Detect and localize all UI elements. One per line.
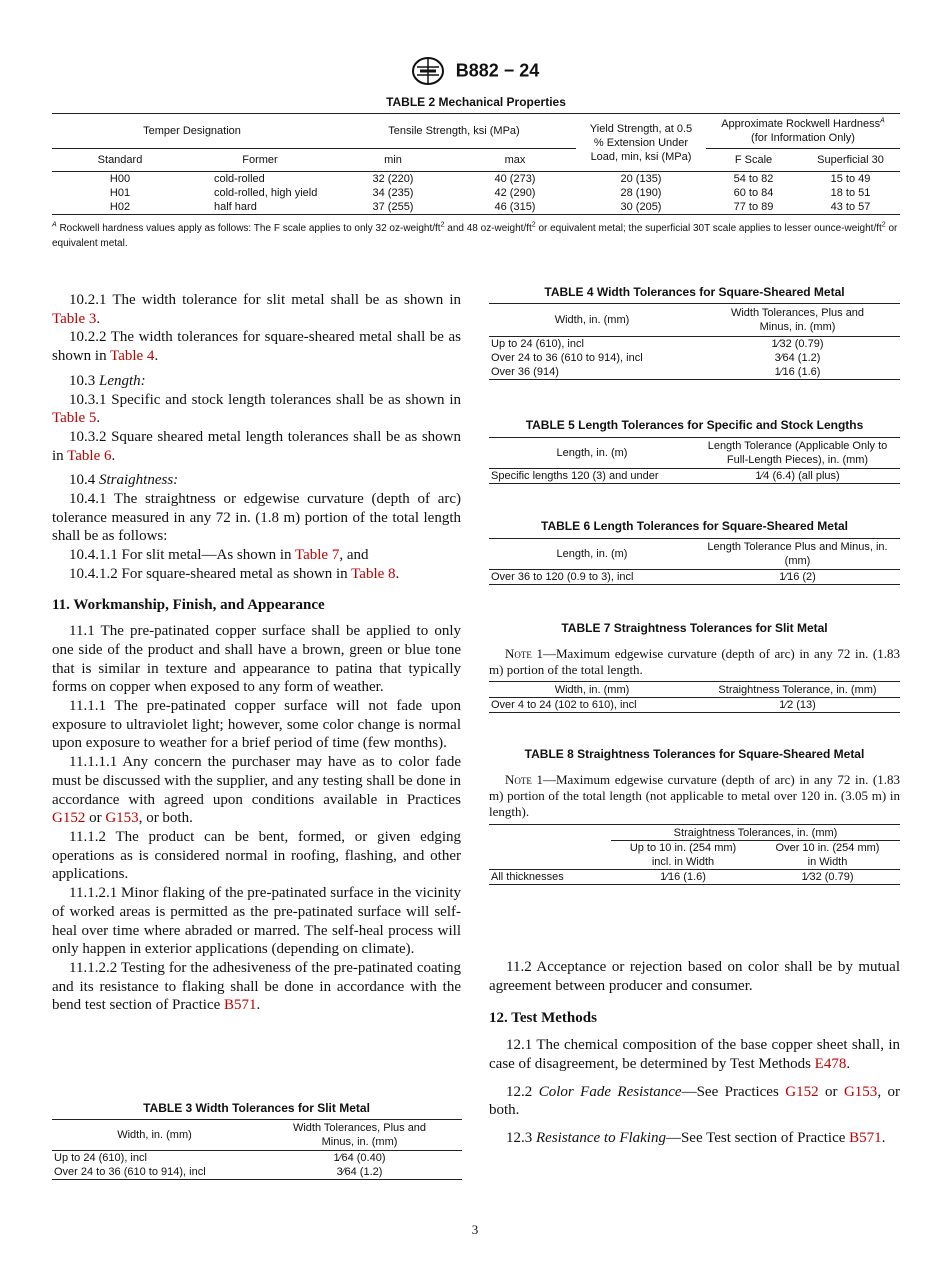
paragraph-11-1-2-1: 11.1.2.1 Minor flaking of the pre-patinated surface in the vicinity of worked areas is permitted as the pre-patinated surface will self-heal over time where abraded or marred. The self-heal process will only happen in exterior applications (depending on climate). — [52, 885, 461, 958]
table-cell: 1⁄16 (2) — [695, 570, 900, 585]
table-cell: 3⁄64 (1.2) — [257, 1165, 462, 1180]
table-cell: H02 — [52, 200, 188, 215]
table-7-link[interactable]: Table 7 — [294, 547, 340, 564]
table-cell: 32 (220) — [332, 172, 454, 187]
table7-header-width: Width, in. (mm) — [489, 682, 695, 698]
paragraph-11-1-1-1: 11.1.1.1 Any concern the purchaser may have as to color fade must be discussed with the supplier, and any testing shall be done in accordance with agreed upon conditions available in Practices G152 or G153, or both. — [52, 754, 461, 827]
table-cell: Specific lengths 120 (3) and under — [489, 469, 695, 484]
table-row — [489, 351, 900, 365]
paragraph-11-1: 11.1 The pre-patinated copper surface shall be applied to only one side of the product and shall have a brown, green or blue tone that is similar in texture and appearance to patina that typically forms on copper when exposed to any form of weather. — [52, 623, 461, 696]
table-cell: 18 to 51 — [830, 187, 871, 199]
section-12-heading: 12. Test Methods — [489, 1010, 597, 1027]
table-cell: 1⁄16 (1.6) — [611, 870, 755, 885]
document-designation: B882 − 24 — [455, 60, 540, 81]
paragraph-12-1: 12.1 The chemical composition of the base copper sheet shall, in case of disagreement, be determined by Test Methods E478. — [489, 1037, 900, 1072]
table2-header-max: max — [454, 149, 576, 172]
paragraph-10-4: 10.4 Straightness: — [69, 472, 179, 489]
table-6-link[interactable]: Table 6 — [67, 447, 112, 464]
table-cell: 42 (290) — [494, 187, 536, 199]
table2-header-rockwell: Approximate Rockwell Hardness$^A$ (for Information Only) — [706, 114, 900, 149]
table-cell: All thicknesses — [489, 870, 611, 885]
table-row — [489, 870, 900, 885]
table-cell: H01 — [109, 187, 131, 199]
table-cell: cold-rolled, high yield — [214, 187, 318, 199]
paragraph-11-2: 11.2 Acceptance or rejection based on color shall be by mutual agreement between producer and consumer. — [489, 959, 900, 994]
g152-link[interactable]: G152 — [52, 810, 86, 827]
paragraph-10-3-2: 10.3.2 Square sheared metal length tolerances shall be as shown in Table 6. — [52, 428, 461, 464]
table-cell: 54 to 82 — [706, 172, 801, 187]
right-column — [489, 958, 900, 1148]
table-row — [52, 1165, 462, 1180]
table-row — [489, 570, 900, 585]
table-cell: Up to 24 (610), incl — [489, 337, 695, 352]
table-3-link[interactable]: Table 3 — [52, 310, 97, 327]
table-cell: 46 (315) — [454, 200, 576, 215]
table2-footnote: $^A$ Rockwell hardness values apply as follows: The F scale applies to only 32 $oz-weight/ft^2$ and 48 $oz-weight/ft^2$ or equivalent metal; the superficial 30T scale applies to lesser ounce-$weight/ft^2$ or equivalent metal. — [52, 221, 898, 249]
b571-link-2[interactable]: B571 — [849, 1129, 882, 1146]
table-cell: 1⁄2 (13) — [695, 698, 900, 713]
table4-caption: TABLE 4 Width Tolerances for Square-Sheared Metal — [544, 285, 845, 299]
table-row — [489, 698, 900, 713]
table-row — [489, 337, 900, 352]
table-cell: 37 (255) — [332, 200, 454, 215]
table-8-link[interactable]: Table 8 — [351, 565, 396, 582]
table4 — [489, 303, 900, 380]
table7 — [489, 681, 900, 713]
paragraph-10-3: 10.3 Length: — [69, 372, 146, 389]
table-cell: Over 24 to 36 (610 to 914), incl — [52, 1165, 257, 1180]
table-cell: 15 to 49 — [801, 172, 900, 187]
table2-header-former: Former — [188, 149, 332, 172]
table2-header-superficial: Superficial 30 — [801, 149, 900, 172]
table4-header-tolerance: Width Tolerances, Plus and Minus, in. (mm) — [695, 304, 900, 337]
table8-caption: TABLE 8 Straightness Tolerances for Square-Sheared Metal — [524, 747, 865, 761]
table6 — [489, 538, 900, 585]
table2 — [52, 113, 900, 215]
table-cell: 43 to 57 — [801, 200, 900, 215]
e478-link[interactable]: E478 — [814, 1055, 847, 1072]
table-cell: 30 (205) — [576, 200, 706, 215]
table6-header-tolerance: Length Tolerance Plus and Minus, in. (mm) — [695, 539, 900, 570]
table-cell: Over 36 (914) — [489, 365, 695, 380]
table-cell: 1⁄4 (6.4) (all plus) — [695, 469, 900, 484]
table-row — [52, 186, 900, 200]
table6-caption: TABLE 6 Length Tolerances for Square-Sheared Metal — [541, 519, 848, 533]
table8-header-narrow: Up to 10 in. (254 mm) incl. in Width — [611, 841, 755, 870]
table-cell: 20 (135) — [576, 172, 706, 187]
table3-header-width: Width, in. (mm) — [52, 1120, 257, 1151]
table2-header-min: min — [332, 149, 454, 172]
section-11-heading: 11. Workmanship, Finish, and Appearance — [52, 596, 325, 613]
table-cell: 1⁄16 (1.6) — [695, 365, 900, 380]
table-cell: 34 (235) — [372, 187, 414, 199]
astm-logo-icon — [411, 56, 445, 86]
table8-header-group: Straightness Tolerances, in. (mm) — [611, 825, 900, 841]
table2-header-yield: Yield Strength, at 0.5 % Extension Under Load, min, ksi (MPa) — [576, 114, 706, 172]
table-cell: 1⁄64 (0.40) — [257, 1151, 462, 1166]
table3 — [52, 1119, 462, 1180]
b571-link[interactable]: B571 — [224, 997, 257, 1014]
paragraph-12-2: 12.2 Color Fade Resistance—See Practices G152 or G153, or both. — [489, 1083, 900, 1119]
table8 — [489, 824, 900, 885]
table8-note: Note 1—Maximum edgewise curvature (depth of arc) in any 72 in. (1.83 m) portion of the total length (not applicable to metal over 120 in. (3.05 m) in length). — [489, 772, 900, 819]
table-cell: Over 4 to 24 (102 to 610), incl — [489, 698, 695, 713]
paragraph-10-2-2: 10.2.2 The width tolerances for square-sheared metal shall be as shown in Table 4. — [52, 329, 461, 365]
table-cell: 1⁄32 (0.79) — [695, 337, 900, 352]
table7-caption: TABLE 7 Straightness Tolerances for Slit Metal — [561, 621, 828, 635]
g152-link-2[interactable]: G152 — [785, 1083, 819, 1100]
table-cell: 60 to 84 — [733, 187, 774, 199]
table7-note: Note 1—Maximum edgewise curvature (depth of arc) in any 72 in. (1.83 m) portion of the total length. — [489, 646, 900, 677]
table-cell: Over 24 to 36 (610 to 914), incl — [491, 352, 643, 364]
table2-header-fscale: F Scale — [706, 149, 801, 172]
g153-link[interactable]: G153 — [105, 810, 139, 827]
paragraph-11-1-2-2: 11.1.2.2 Testing for the adhesiveness of the pre-patinated coating and its resistance to flaking shall be done in accordance with the bend test section of Practice B571. — [52, 959, 461, 1014]
table-cell: 40 (273) — [454, 172, 576, 187]
table-row — [489, 469, 900, 484]
left-column — [52, 291, 461, 1015]
table-cell: 1⁄32 (0.79) — [755, 870, 900, 885]
table-cell: 3⁄64 (1.2) — [774, 352, 821, 364]
table2-header-temper: Temper Designation — [52, 114, 332, 149]
table-5-link[interactable]: Table 5 — [52, 410, 97, 427]
table8-header-wide: Over 10 in. (254 mm) in Width — [755, 841, 900, 870]
table-cell: 28 (190) — [620, 187, 662, 199]
table-cell: H00 — [52, 172, 188, 187]
table3-caption: TABLE 3 Width Tolerances for Slit Metal — [143, 1101, 370, 1115]
table5-header-tolerance: Length Tolerance (Applicable Only to Full-Length Pieces), in. (mm) — [695, 438, 900, 469]
table-cell: 77 to 89 — [706, 200, 801, 215]
table5-caption: TABLE 5 Length Tolerances for Specific and Stock Lengths — [525, 418, 864, 432]
paragraph-12-3: 12.3 Resistance to Flaking—See Test section of Practice B571. — [506, 1129, 886, 1146]
paragraph-10-4-1: 10.4.1 The straightness or edgewise curvature (depth of arc) tolerance measured in any 72 in. (1.8 m) portion of the total length shall be as follows: — [52, 491, 461, 545]
table-cell: cold-rolled — [188, 172, 332, 187]
paragraph-10-3-1: 10.3.1 Specific and stock length tolerances shall be as shown in Table 5. — [52, 391, 461, 427]
table-cell: Over 36 to 120 (0.9 to 3), incl — [489, 570, 695, 585]
table3-header-tolerance: Width Tolerances, Plus and Minus, in. (mm) — [257, 1120, 462, 1151]
table6-header-length: Length, in. (m) — [489, 539, 695, 570]
table-row — [489, 365, 900, 380]
g153-link-2[interactable]: G153 — [843, 1083, 878, 1100]
paragraph-10-4-1-2: 10.4.1.2 For square-sheared metal as shown in Table 8. — [69, 565, 400, 582]
table-cell: Up to 24 (610), incl — [52, 1151, 257, 1166]
table-4-link[interactable]: Table 4 — [110, 348, 155, 365]
table-row — [52, 200, 900, 215]
table-row — [52, 172, 900, 187]
paragraph-10-4-1-1: 10.4.1.1 For slit metal—As shown in Table 7, and — [69, 547, 369, 564]
table2-header-tensile: Tensile Strength, ksi (MPa) — [332, 114, 576, 149]
table2-caption: TABLE 2 Mechanical Properties — [386, 95, 566, 109]
paragraph-10-2-1: 10.2.1 The width tolerance for slit metal shall be as shown in Table 3. — [52, 292, 461, 327]
table5 — [489, 437, 900, 484]
table-row — [52, 1151, 462, 1166]
document-header — [0, 56, 950, 86]
page-number: 3 — [471, 1222, 479, 1237]
table5-header-length: Length, in. (m) — [489, 438, 695, 469]
paragraph-11-1-1: 11.1.1 The pre-patinated copper surface will not fade upon exposure to ultraviolet light; however, some color change is normal upon exposure to weather for a brief period of time (few months). — [52, 698, 461, 752]
table2-header-standard: Standard — [52, 149, 188, 172]
table4-header-width: Width, in. (mm) — [489, 304, 695, 337]
table7-header-tolerance: Straightness Tolerance, in. (mm) — [695, 682, 900, 698]
table-cell: half hard — [188, 200, 332, 215]
paragraph-11-1-2: 11.1.2 The product can be bent, formed, or given edging operations as is considered normal in roofing, flashing, and other applications. — [52, 828, 461, 883]
